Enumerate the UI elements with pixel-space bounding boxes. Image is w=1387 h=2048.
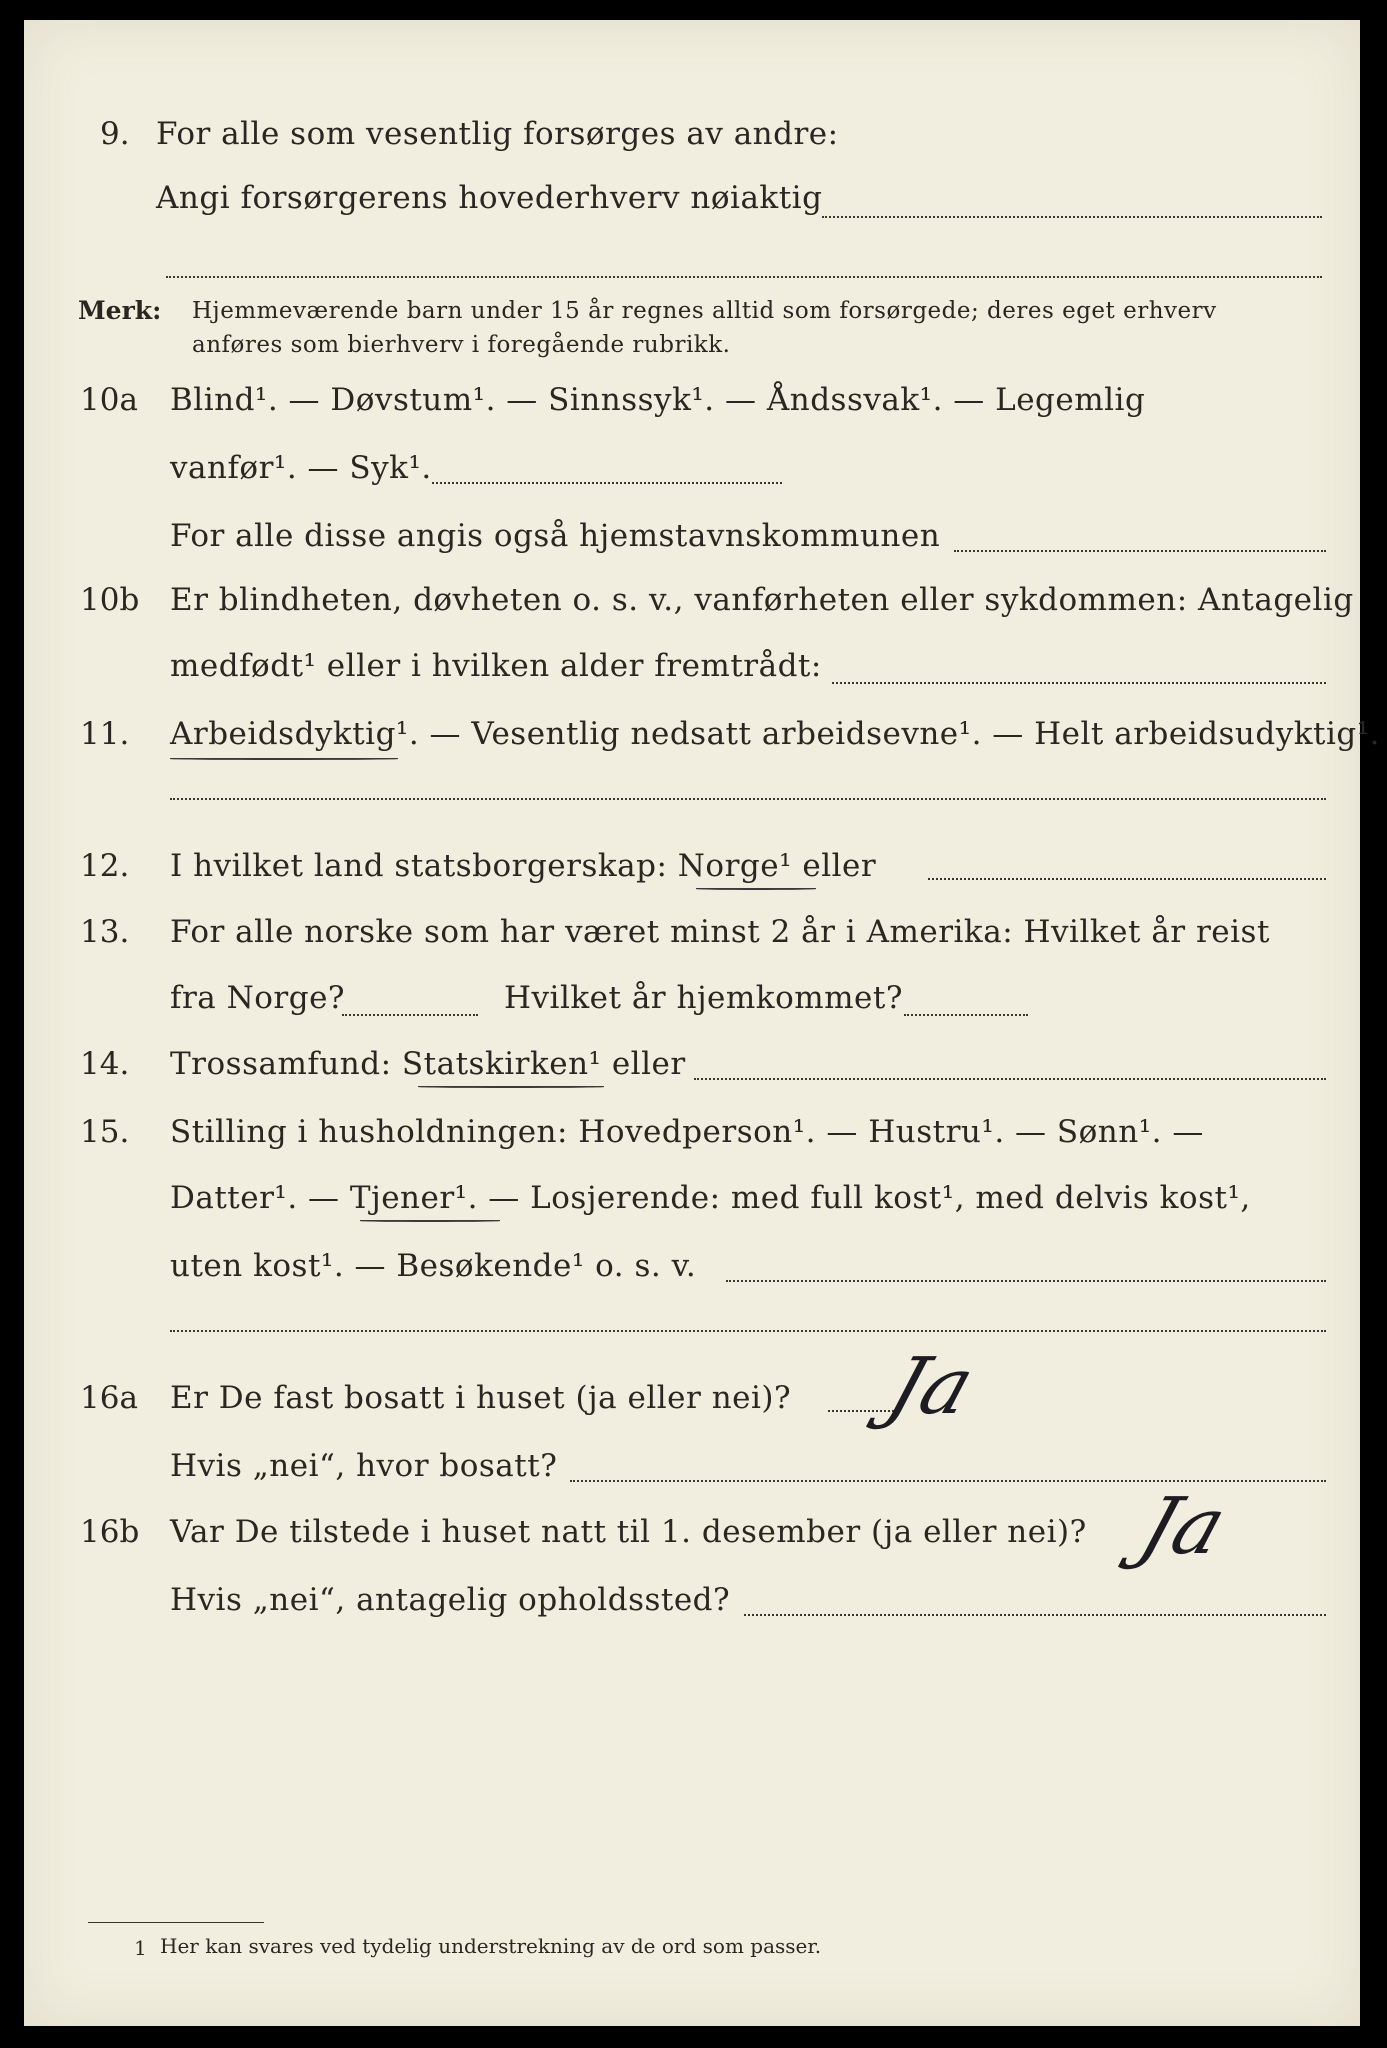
q11-handwritten-underline	[170, 758, 398, 760]
merk-line2: anføres som bierhverv i foregående rubrikk.	[192, 332, 731, 358]
q9-line2: Angi forsørgerens hovederhverv nøiaktig	[156, 180, 823, 216]
q10a-line3: For alle disse angis også hjemstavnskommunen	[170, 518, 941, 554]
q15-answer-line	[726, 1280, 1326, 1282]
q12-handwritten-underline	[696, 888, 816, 890]
q16b-line2: Hvis „nei“, antagelig opholdssted?	[170, 1582, 731, 1618]
q14-line1: Trossamfund: Statskirken¹ eller	[170, 1046, 686, 1082]
footnote-rule	[88, 1922, 264, 1923]
q9-answer-line-2	[166, 276, 1322, 278]
q11-answer-line	[170, 798, 1326, 800]
q16b-handwritten-answer: Ja	[1129, 1482, 1237, 1572]
q16a-line1: Er De fast bosatt i huset (ja eller nei)?	[170, 1380, 792, 1416]
q15-line2: Datter¹. — Tjener¹. — Losjerende: med full kost¹, med delvis kost¹,	[170, 1180, 1251, 1216]
footnote-mark: 1	[134, 1936, 147, 1960]
q12-number: 12.	[80, 848, 130, 884]
q10a-kommune-answer-line	[954, 550, 1326, 552]
q16a-number: 16a	[80, 1380, 138, 1416]
q10b-line1: Er blindheten, døvheten o. s. v., vanførheten eller sykdommen: Antagelig	[170, 582, 1354, 618]
footnote-text: Her kan svares ved tydelig understrekning av de ord som passer.	[160, 1934, 822, 1958]
q9-number: 9.	[100, 116, 130, 152]
q10a-line1: Blind¹. — Døvstum¹. — Sinnssyk¹. — Åndssvak¹. — Legemlig	[170, 382, 1146, 418]
q13-hjemkommet-answer-line	[904, 1014, 1028, 1016]
q16b-line1: Var De tilstede i huset natt til 1. desember (ja eller nei)?	[170, 1514, 1087, 1550]
q13-line1: For alle norske som har været minst 2 år i Amerika: Hvilket år reist	[170, 914, 1270, 950]
q13-number: 13.	[80, 914, 130, 950]
merk-label: Merk:	[78, 296, 162, 325]
q15-number: 15.	[80, 1114, 130, 1150]
q10b-answer-line	[832, 682, 1326, 684]
q16b-number: 16b	[80, 1514, 140, 1550]
q16b-answer-line	[744, 1614, 1326, 1616]
q13-line2b: Hvilket år hjemkommet?	[504, 980, 903, 1016]
q14-number: 14.	[80, 1046, 130, 1082]
q10a-number: 10a	[80, 382, 138, 418]
q16a-handwritten-answer: Ja	[877, 1342, 985, 1432]
q10a-syk-answer-line	[432, 482, 782, 484]
q10a-line2: vanfør¹. — Syk¹.	[170, 450, 432, 486]
q12-line1: I hvilket land statsborgerskap: Norge¹ eller	[170, 848, 877, 884]
q16a-line2: Hvis „nei“, hvor bosatt?	[170, 1448, 558, 1484]
q12-answer-line	[928, 878, 1326, 880]
q15-answer-line-2	[170, 1330, 1326, 1332]
q14-handwritten-underline	[418, 1086, 604, 1088]
q14-answer-line	[694, 1078, 1326, 1080]
q10b-number: 10b	[80, 582, 140, 618]
q13-reist-answer-line	[342, 1014, 478, 1016]
q15-line3: uten kost¹. — Besøkende¹ o. s. v.	[170, 1248, 697, 1284]
q9-line1: For alle som vesentlig forsørges av andre:	[156, 116, 839, 152]
q11-number: 11.	[80, 716, 130, 752]
merk-line1: Hjemmeværende barn under 15 år regnes alltid som forsørgede; deres eget erhverv	[192, 298, 1217, 324]
q9-answer-line	[822, 216, 1322, 218]
q15-handwritten-underline	[360, 1220, 500, 1222]
q11-line1: Arbeidsdyktig¹. — Vesentlig nedsatt arbeidsevne¹. — Helt arbeidsudyktig¹.	[170, 716, 1381, 752]
q13-line2a: fra Norge?	[170, 980, 346, 1016]
q10b-line2: medfødt¹ eller i hvilken alder fremtrådt:	[170, 648, 822, 684]
q15-line1: Stilling i husholdningen: Hovedperson¹. — Hustru¹. — Sønn¹. —	[170, 1114, 1204, 1150]
census-form-page	[24, 20, 1381, 2026]
